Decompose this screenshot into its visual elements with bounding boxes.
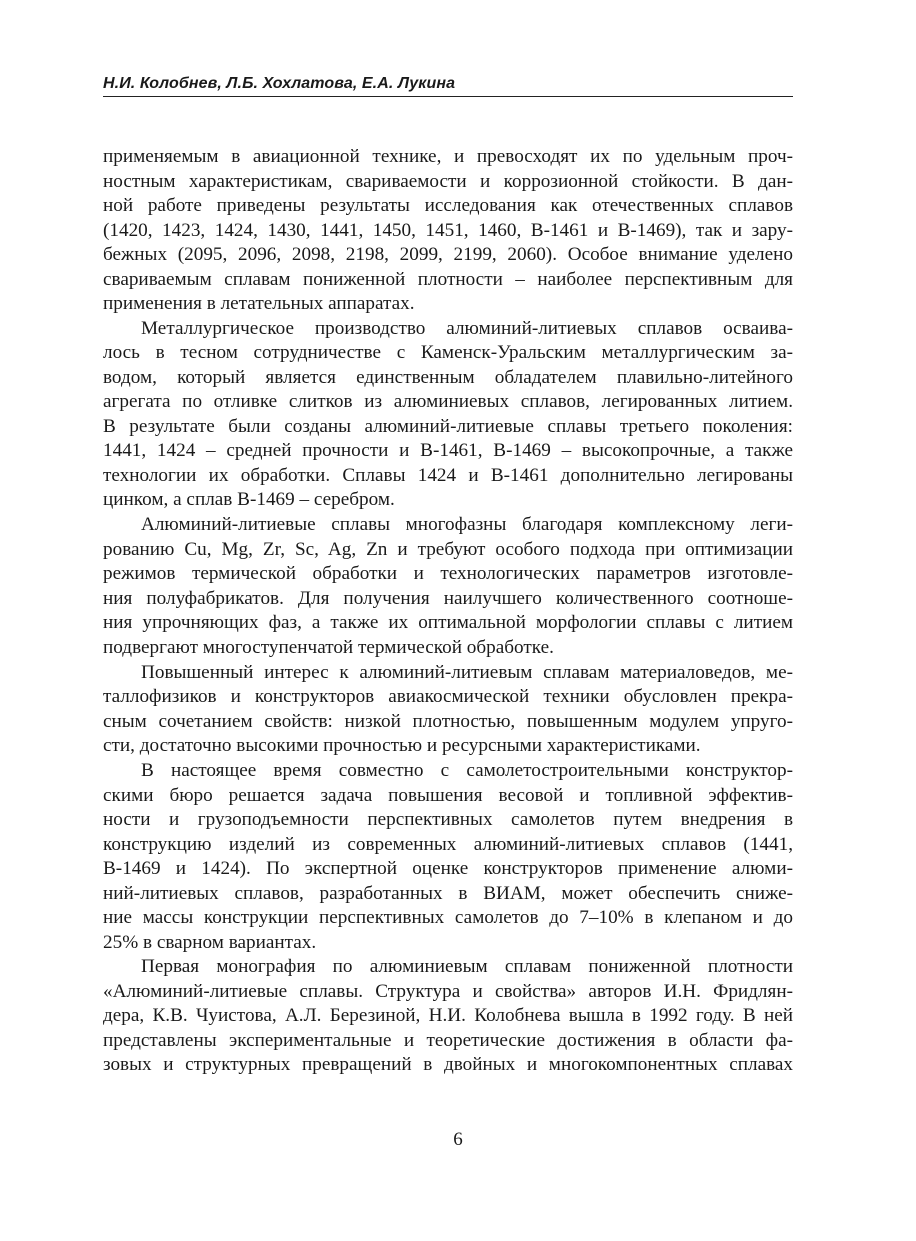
text-line: ности и грузоподъемности перспективных самолетов путем внедрения в <box>103 809 793 831</box>
paragraph <box>103 661 793 759</box>
text-line: таллофизиков и конструкторов авиакосмической техники обусловлен прекра- <box>103 686 793 708</box>
header-divider <box>103 96 793 97</box>
text-line: сти, достаточно высокими прочностью и ресурсными характеристиками. <box>103 735 701 757</box>
text-line: сным сочетанием свойств: низкой плотностью, повышенным модулем упруго- <box>103 710 793 732</box>
text-line: бежных (2095, 2096, 2098, 2198, 2099, 2199, 2060). Особое внимание уделено <box>103 244 793 265</box>
text-line: применяемым в авиационной технике, и превосходят их по удельным проч- <box>103 146 793 167</box>
text-line: агрегата по отливке слитков из алюминиевых сплавов, легированных литием. <box>103 391 793 413</box>
text-line: ностным характеристикам, свариваемости и коррозионной стойкости. В дан- <box>103 170 793 192</box>
text-line: ной работе приведены результаты исследования как отечественных сплавов <box>103 195 793 216</box>
text-line: скими бюро решается задача повышения весовой и топливной эффектив- <box>103 784 793 806</box>
text-line: Первая монография по алюминиевым сплавам пониженной плотности <box>141 956 793 978</box>
text-line: представлены экспериментальные и теоретические достижения в области фа- <box>103 1029 793 1051</box>
text-line: «Алюминий-литиевые сплавы. Структура и свойства» авторов И.Н. Фридлян- <box>103 980 793 1002</box>
text-line: (1420, 1423, 1424, 1430, 1441, 1450, 1451, 1460, В-1461 и В-1469), так и зару- <box>103 219 793 241</box>
text-line: Алюминий-литиевые сплавы многофазны благодаря комплексному леги- <box>141 514 793 536</box>
text-line: Повышенный интерес к алюминий-литиевым сплавам материаловедов, ме- <box>141 661 793 683</box>
paragraph <box>103 955 793 1078</box>
text-line: ние массы конструкции перспективных самолетов до 7–10% в клепаном и до <box>103 907 793 929</box>
running-header-authors: Н.И. Колобнев, Л.Б. Хохлатова, Е.А. Лукина <box>103 75 456 92</box>
text-line: водом, который является единственным обладателем плавильно-литейного <box>103 366 793 388</box>
text-line: лось в тесном сотрудничестве с Каменск-Уральским металлургическим за- <box>103 342 793 364</box>
text-line: режимов термической обработки и технологических параметров изготовле- <box>103 563 793 585</box>
text-line: зовых и структурных превращений в двойных и многокомпонентных сплавах <box>103 1054 793 1076</box>
text-line: применения в летательных аппаратах. <box>103 293 415 314</box>
paragraph <box>103 145 793 317</box>
text-line: 1441, 1424 – средней прочности и В-1461, В-1469 – высокопрочные, а также <box>103 440 793 462</box>
text-line: цинком, а сплав В-1469 – серебром. <box>103 489 395 511</box>
text-line: свариваемым сплавам пониженной плотности – наиболее перспективным для <box>103 268 793 290</box>
text-line: В-1469 и 1424). По экспертной оценке конструкторов применение алюми- <box>103 858 793 880</box>
text-line: рованию Cu, Mg, Zr, Sc, Ag, Zn и требуют особого подхода при оптимизации <box>103 538 793 560</box>
text-line: технологии их обработки. Сплавы 1424 и В-1461 дополнительно легированы <box>103 464 793 486</box>
paragraph <box>103 513 793 660</box>
text-line: подвергают многоступенчатой термической обработке. <box>103 636 554 658</box>
page-number: 6 <box>453 1129 463 1150</box>
text-line: 25% в сварном вариантах. <box>103 931 317 953</box>
text-line: дера, К.В. Чуистова, А.Л. Березиной, Н.И. Колобнева вышла в 1992 году. В ней <box>103 1005 793 1027</box>
text-line: ния полуфабрикатов. Для получения наилучшего количественного соотноше- <box>103 587 793 609</box>
text-line: В настоящее время совместно с самолетостроительными конструктор- <box>141 760 793 782</box>
text-line: ния упрочняющих фаз, а также их оптимальной морфологии сплавы с литием <box>103 612 793 634</box>
text-line: ний-литиевых сплавов, разработанных в ВИАМ, может обеспечить сниже- <box>103 882 793 904</box>
text-line: Металлургическое производство алюминий-литиевых сплавов осваива- <box>141 317 793 339</box>
body-text <box>103 145 793 1078</box>
text-line: В результате были созданы алюминий-литиевые сплавы третьего поколения: <box>103 415 793 437</box>
paragraph <box>103 759 793 955</box>
text-line: конструкцию изделий из современных алюминий-литиевых сплавов (1441, <box>103 833 793 855</box>
paragraph <box>103 317 793 513</box>
